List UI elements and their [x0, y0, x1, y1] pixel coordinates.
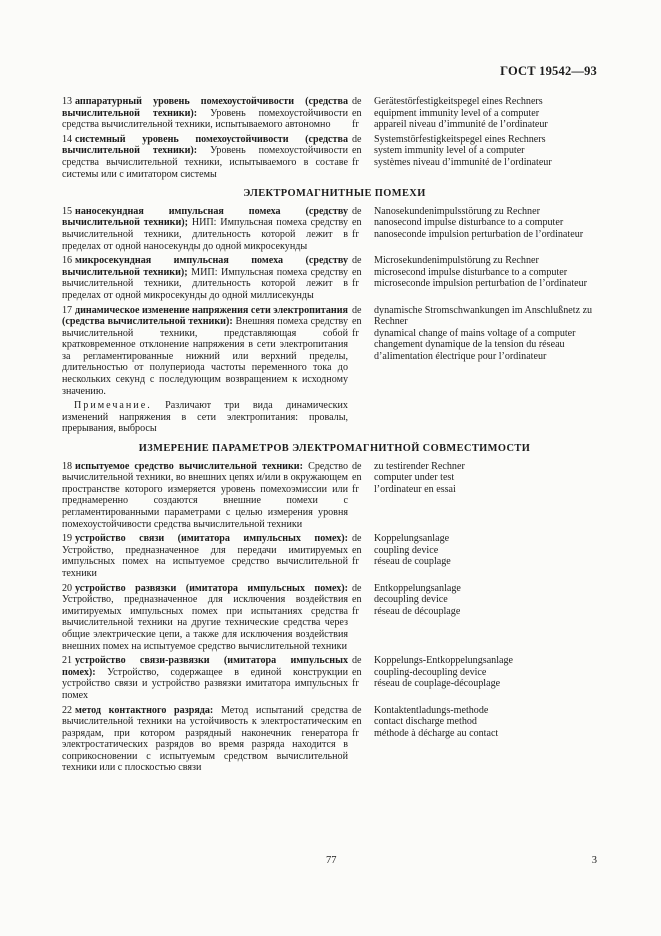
entry-number: 13 — [62, 96, 73, 107]
entry-definition: Устройство, предназначенное для передачи имитируемых импульсных помех на испытуемое средство вычислительной техники — [62, 544, 348, 579]
translation: Koppelungsanlage — [374, 533, 450, 545]
translation: coupling device — [374, 544, 439, 556]
entry-language-codes — [348, 583, 374, 653]
translation: réseau de couplage — [374, 556, 451, 568]
note — [62, 400, 348, 435]
entry-russian — [62, 255, 348, 301]
glossary-entry — [62, 134, 607, 180]
entry-translations — [374, 255, 607, 301]
entry-russian — [62, 583, 348, 653]
section-heading-electromagnetic-interference: ЭЛЕКТРОМАГНИТНЫЕ ПОМЕХИ — [243, 188, 426, 200]
entry-number: 15 — [62, 205, 73, 217]
glossary-entry — [62, 583, 607, 653]
entry-language-codes — [348, 206, 374, 252]
entry-russian — [62, 206, 348, 252]
entry-translations — [374, 533, 607, 579]
entry-number: 14 — [62, 133, 73, 145]
language-code: en — [352, 316, 362, 328]
entry-number: 17 — [62, 304, 73, 316]
translation: Systemstörfestigkeitspegel eines Rechners — [374, 133, 546, 145]
entry-definition: Устройство, предназначенное для исключения воздействия имитируемых импульсных помех при испытаниях средства вычислительной техники на другие технические средства через общие электрические цепи, а также для исключения воздействия внешних помех на испытуемое средство вычислительной техники — [62, 594, 348, 652]
entry-definition: НИП: Импульсная помеха средству вычислительной техники, длительность которой лежит в пределах от одной наносекунды до одной микросекунды — [62, 217, 348, 252]
language-code: en — [352, 716, 362, 728]
entry-translations — [374, 655, 607, 701]
translation: changement dynamique de la tension du réseau d’alimentation électrique pour l’ordinateur — [374, 339, 565, 362]
language-code: en — [352, 594, 362, 606]
entry-definition: Уровень помехоустойчивости средства вычислительной техники, испытываемого в составе системы или с имитатором системы — [62, 145, 348, 180]
translation: zu testirender Rechner — [374, 460, 465, 472]
entry-term: системный уровень помехоустойчивости (средства вычислительной техники): — [62, 133, 348, 157]
language-code: de — [352, 255, 362, 267]
entry-russian — [62, 305, 348, 398]
entries-top — [62, 96, 607, 180]
translation: Microsekundenimpulstörung zu Rechner — [374, 255, 539, 267]
entry-language-codes — [348, 305, 374, 398]
entry-translations — [374, 206, 607, 252]
language-code: fr — [352, 278, 359, 290]
glossary-content — [62, 96, 607, 777]
entry-term: метод контактного разряда: — [75, 704, 214, 716]
language-code: en — [352, 666, 362, 678]
translation: contact discharge method — [374, 716, 477, 728]
entry-translations — [374, 134, 607, 180]
translation: microsecond impulse disturbance to a computer — [374, 266, 568, 278]
entries-bottom — [62, 461, 607, 774]
entry-definition: Метод испытаний средства вычислительной техники на устойчивость к электростатическим разрядам, при котором разрядный наконечник генератора электростатических разрядов во время разряда находится в соприкосновении с испытуемым средством вычислительной техники или с плоскостью связи — [62, 704, 348, 774]
entry-term: устройство связи (имитатора импульсных помех): — [75, 533, 348, 545]
translation: nanoseconde impulsion perturbation de l’ordinateur — [374, 228, 584, 240]
entry-translations — [374, 705, 607, 775]
translation: systèmes niveau d’immunité de l’ordinateur — [374, 156, 552, 168]
translation: dynamical change of mains voltage of a computer — [374, 327, 576, 339]
entry-number: 21 — [62, 655, 73, 667]
entry-term: динамическое изменение напряжения сети электропитания (средства вычислительной техники): — [62, 304, 349, 328]
glossary-entry — [62, 705, 607, 775]
entry-definition: МИП: Импульсная помеха средству вычислительной техники, длительность которой лежит в пределах от одной микросекунды до одной миллисекунды — [62, 266, 348, 301]
translation: Entkoppelungsanlage — [374, 582, 461, 594]
language-code: fr — [352, 228, 359, 240]
entry-language-codes — [348, 255, 374, 301]
language-code: de — [352, 582, 362, 594]
entry-language-codes — [348, 134, 374, 180]
translation: Nanosekundenimpulsstörung zu Rechner — [374, 205, 540, 217]
glossary-entry — [62, 96, 607, 131]
translation: coupling-decoupling device — [374, 666, 487, 678]
entry-translations — [374, 305, 607, 398]
entry-translations — [374, 583, 607, 653]
entry-definition: Уровень помехоустойчивости средства вычислительной техники, испытываемого автономно — [62, 107, 348, 131]
entry-number: 22 — [62, 704, 73, 716]
language-code: fr — [352, 483, 359, 495]
glossary-entry — [62, 255, 607, 301]
language-code: de — [352, 460, 362, 472]
note-text: Различают три вида динамических изменений напряжения в сети электропитания: провалы, прерывания, выбросы — [62, 400, 348, 435]
translation: dynamische Stromschwankungen im Anschlußnetz zu Rechner — [374, 304, 593, 328]
page-number-right: 3 — [591, 855, 597, 866]
entry-translations — [374, 96, 607, 131]
entry-term: устройство развязки (имитатора импульсных помех): — [75, 582, 348, 594]
entry-russian — [62, 461, 348, 531]
entry-term: аппаратурный уровень помехоустойчивости (средства вычислительной техники): — [62, 96, 348, 119]
language-code: fr — [352, 119, 359, 131]
language-code: de — [352, 133, 362, 145]
entry-russian — [62, 655, 348, 701]
entry-language-codes — [348, 96, 374, 131]
translation: réseau de couplage-découplage — [374, 678, 501, 690]
glossary-entry — [62, 461, 607, 531]
language-code: fr — [352, 156, 359, 168]
language-code: en — [352, 217, 362, 229]
language-code: de — [352, 704, 362, 716]
entry-term: микросекундная импульсная помеха (средству вычислительной техники); — [62, 255, 348, 278]
entry-term: испытуемое средство вычислительной техники: — [75, 460, 303, 472]
language-code: en — [352, 107, 362, 119]
translation: l’ordinateur en essai — [374, 483, 456, 495]
glossary-entry — [62, 655, 607, 701]
language-code: de — [352, 533, 362, 545]
entry-language-codes — [348, 655, 374, 701]
glossary-entry — [62, 206, 607, 252]
entry-number: 19 — [62, 533, 73, 545]
entry-term: устройство связи-развязки (имитатора импульсных помех): — [62, 655, 348, 678]
language-code: fr — [352, 727, 359, 739]
translation: Kontaktentladungs-methode — [374, 704, 489, 716]
entry-russian — [62, 134, 348, 180]
language-code: fr — [352, 678, 359, 690]
entry-definition: Устройство, содержащее в единой конструкции устройство связи и устройство развязки имитатора импульсных помех — [62, 666, 348, 701]
language-code: fr — [352, 556, 359, 568]
entry-translations — [374, 461, 607, 531]
translation: nanosecond impulse disturbance to a computer — [374, 217, 564, 229]
document-code: ГОСТ 19542—93 — [500, 64, 597, 78]
translation: réseau de découplage — [374, 605, 461, 617]
language-code: en — [352, 472, 362, 484]
entry-number: 18 — [62, 460, 73, 472]
language-code: en — [352, 544, 362, 556]
page-number-center: 77 — [326, 855, 337, 866]
entry-russian — [62, 533, 348, 579]
entry-language-codes — [348, 461, 374, 531]
translation: microseconde impulsion perturbation de l’ordinateur — [374, 278, 588, 290]
entry-definition: Средство вычислительной техники, во внешних цепях и/или в окружающем пространстве которого измеряется уровень помехоэмиссии или преднамеренно создаются внешние помехи с регламентированными параметрами с целью измерения уровня помехоустойчивости средства вычислительной техники — [62, 460, 348, 530]
translation: Gerätestörfestigkeitspegel eines Rechners — [374, 96, 543, 107]
glossary-entry — [62, 533, 607, 579]
entry-definition: Внешняя помеха средству вычислительной техники, представляющая собой кратковременное отклонение напряжения в сети электропитания за регламентированные нижний или верхний пределы, длительностью от полупериода частоты переменного тока до нескольких секунд с последующим возвращением к исходному значению. — [62, 316, 348, 397]
entry-russian — [62, 96, 348, 131]
language-code: en — [352, 145, 362, 157]
translation: Koppelungs-Entkoppelungsanlage — [374, 655, 514, 667]
translation: computer under test — [374, 472, 455, 484]
language-code: fr — [352, 605, 359, 617]
translation: decoupling device — [374, 594, 448, 606]
entries-mid — [62, 206, 607, 398]
translation: equipment immunity level of a computer — [374, 107, 540, 119]
language-code: de — [352, 655, 362, 667]
language-code: de — [352, 205, 362, 217]
language-code: de — [352, 304, 362, 316]
language-code: de — [352, 96, 362, 107]
language-code: fr — [352, 327, 359, 339]
entry-number: 20 — [62, 582, 73, 594]
entry-term: наносекундная импульсная помеха (средству вычислительной техники); — [62, 205, 348, 229]
language-code: en — [352, 266, 362, 278]
translation: appareil niveau d’immunité de l’ordinateur — [374, 119, 548, 131]
translation: méthode à décharge au contact — [374, 727, 499, 739]
section-heading-emc-measurement: ИЗМЕРЕНИЕ ПАРАМЕТРОВ ЭЛЕКТРОМАГНИТНОЙ СОВМЕСТИМОСТИ — [138, 443, 531, 455]
entry-language-codes — [348, 705, 374, 775]
entry-number: 16 — [62, 255, 73, 267]
entry-russian — [62, 705, 348, 775]
translation: system immunity level of a computer — [374, 145, 525, 157]
entry-language-codes — [348, 533, 374, 579]
note-label: Примечание. — [74, 400, 152, 412]
glossary-entry — [62, 305, 607, 398]
